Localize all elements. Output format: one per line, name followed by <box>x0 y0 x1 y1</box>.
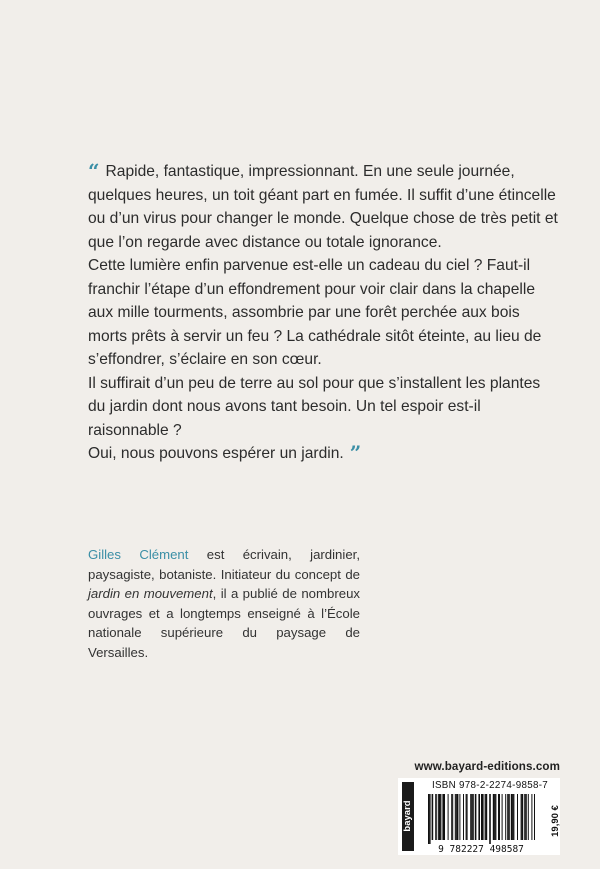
barcode-bar <box>428 794 430 844</box>
barcode-bar <box>502 794 503 840</box>
barcode-bar <box>457 794 459 840</box>
barcode-bar <box>513 794 514 840</box>
quote-paragraph-1 <box>88 160 558 254</box>
barcode-bar <box>442 794 444 840</box>
barcode-bar <box>528 794 529 840</box>
barcode-bar <box>489 794 491 844</box>
quote-paragraph-3: Il suffirait d’un peu de terre au sol pour que s’installent les plantes du jardin dont nous avons tant besoin. Un tel espoir est-il raisonnable ? <box>88 374 541 439</box>
close-quote-mark: ” <box>349 441 362 465</box>
author-name: Gilles Clément <box>88 547 189 562</box>
barcode-bar <box>521 794 522 840</box>
barcode-bar <box>498 794 499 840</box>
barcode-bar <box>531 794 532 840</box>
barcode-bar <box>439 794 441 840</box>
price-label: 19,90 € <box>550 805 561 837</box>
publisher-logo-text: bayard <box>402 800 413 832</box>
barcode-bar <box>430 794 431 844</box>
barcode-bar <box>505 794 506 840</box>
barcode-bar <box>493 794 495 840</box>
barcode-panel <box>398 778 560 855</box>
bio-italic-concept: jardin en mouvement <box>88 586 213 601</box>
barcode-bar <box>448 794 449 840</box>
barcode-bar <box>495 794 496 840</box>
barcode-bar <box>507 794 509 840</box>
publisher-url: www.bayard-editions.com <box>414 760 560 773</box>
open-quote-mark: “ <box>88 159 100 183</box>
author-bio <box>88 545 360 662</box>
barcode-bar <box>481 794 482 840</box>
barcode-bar <box>440 794 441 840</box>
barcode-bar <box>451 794 452 840</box>
barcode-image <box>422 794 540 854</box>
barcode-bar <box>470 794 471 840</box>
barcode-bar <box>509 794 510 840</box>
barcode-bar <box>438 794 439 840</box>
barcode-bar <box>478 794 480 840</box>
quote-paragraph-2: Cette lumière enfin parvenue est-elle un cadeau du ciel ? Faut-il franchir l’étape d’un effondrement pour voir clair dans la chapelle aux mille tourments, assombrie par une forêt perchée aux bois morts prêts à servir un feu ? La cathédrale sitôt éteinte, au lieu de s’effondrer, s’éclaire en son cœur. <box>88 257 542 368</box>
barcode-bar <box>494 794 495 840</box>
barcode-bar <box>524 794 525 840</box>
bio-text-1: est écrivain, jardinier, paysagiste, botaniste. Initiateur du concept de <box>88 547 360 582</box>
barcode-bar <box>471 794 473 840</box>
isbn-text: ISBN 978-2-2274-9858-7 <box>431 780 549 791</box>
cover-quote <box>88 160 558 466</box>
barcode-bar <box>525 794 527 840</box>
barcode-bar <box>463 794 464 840</box>
barcode-bar <box>482 794 484 840</box>
barcode-number: 9 782227 498587 <box>438 844 524 854</box>
barcode-bar <box>485 794 486 840</box>
barcode-bar <box>486 794 488 840</box>
barcode-bar <box>452 794 453 840</box>
barcode-bar <box>475 794 477 840</box>
barcode-bar <box>522 794 524 840</box>
barcode-bar <box>534 794 535 840</box>
barcode-bar <box>459 794 460 840</box>
barcode-bar <box>435 794 437 840</box>
barcode-bar <box>511 794 513 840</box>
barcode-bar <box>456 794 457 840</box>
quote-paragraph-4-text: Oui, nous pouvons espérer un jardin. <box>88 445 344 462</box>
barcode-bar <box>466 794 467 840</box>
barcode-block <box>398 760 560 855</box>
barcode-bar <box>467 794 468 840</box>
barcode-bar <box>473 794 474 840</box>
barcode-bar <box>432 794 434 840</box>
quote-paragraph-4 <box>88 442 558 466</box>
quote-paragraph-1-text: Rapide, fantastique, impressionnant. En une seule journée, quelques heures, un toit géant part en fumée. Il suffit d’une étincelle ou d’un virus pour changer le monde. Quelque chose de très petit et que l’on regarde avec distance ou totale ignorance. <box>88 163 558 251</box>
barcode-bar <box>444 794 445 840</box>
barcode-bar <box>499 794 500 840</box>
publisher-logo <box>402 782 414 851</box>
barcode-bar <box>512 794 513 840</box>
barcode-bar <box>455 794 456 840</box>
bio-text-2: , il a publié de nombreux ouvrages et a longtemps enseigné à l’École nationale supérieure du paysage de Versailles. <box>88 586 360 660</box>
barcode-bar <box>517 794 518 840</box>
